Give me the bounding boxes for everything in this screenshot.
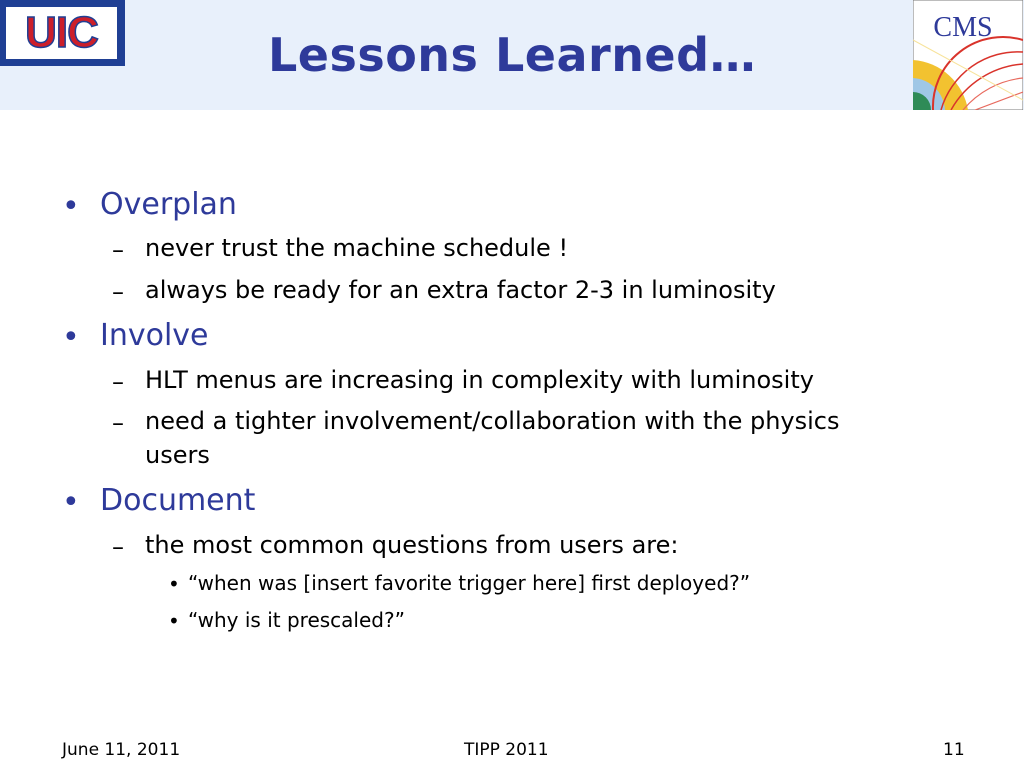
uic-logo-text: UIC [25,8,98,57]
bullet-overplan: Overplan [100,187,237,222]
footer-page-number: 11 [943,740,965,760]
sub-bullet-marker: – [112,236,124,264]
sub-bullet-marker: – [112,278,124,306]
sub-sub-bullet-text: “why is it prescaled?” [188,608,405,632]
sub-bullet-text: always be ready for an extra factor 2-3 in luminosity [145,276,776,304]
cms-logo-text: CMS [933,12,993,43]
sub-bullet-text: the most common questions from users are: [145,531,679,559]
sub-sub-bullet-text: “when was [insert favorite trigger here] first deployed?” [188,571,751,595]
sub-sub-bullet-marker: • [168,572,180,596]
slide-title: Lessons Learned… [267,28,757,82]
bullet-marker: • [62,320,80,355]
sub-bullet-marker: – [112,368,124,396]
sub-bullet-continuation: users [145,441,210,469]
sub-bullet-text: need a tighter involvement/collaboration with the physics [145,407,840,435]
sub-bullet-marker: – [112,533,124,561]
sub-bullet-text: HLT menus are increasing in complexity with luminosity [145,366,814,394]
footer-conference: TIPP 2011 [464,740,549,760]
footer-date: June 11, 2011 [62,740,181,760]
bullet-marker: • [62,189,80,224]
sub-sub-bullet-marker: • [168,609,180,633]
sub-bullet-text: never trust the machine schedule ! [145,234,569,262]
sub-bullet-marker: – [112,409,124,437]
bullet-involve: Involve [100,318,209,353]
bullet-marker: • [62,485,80,520]
bullet-document: Document [100,483,256,518]
